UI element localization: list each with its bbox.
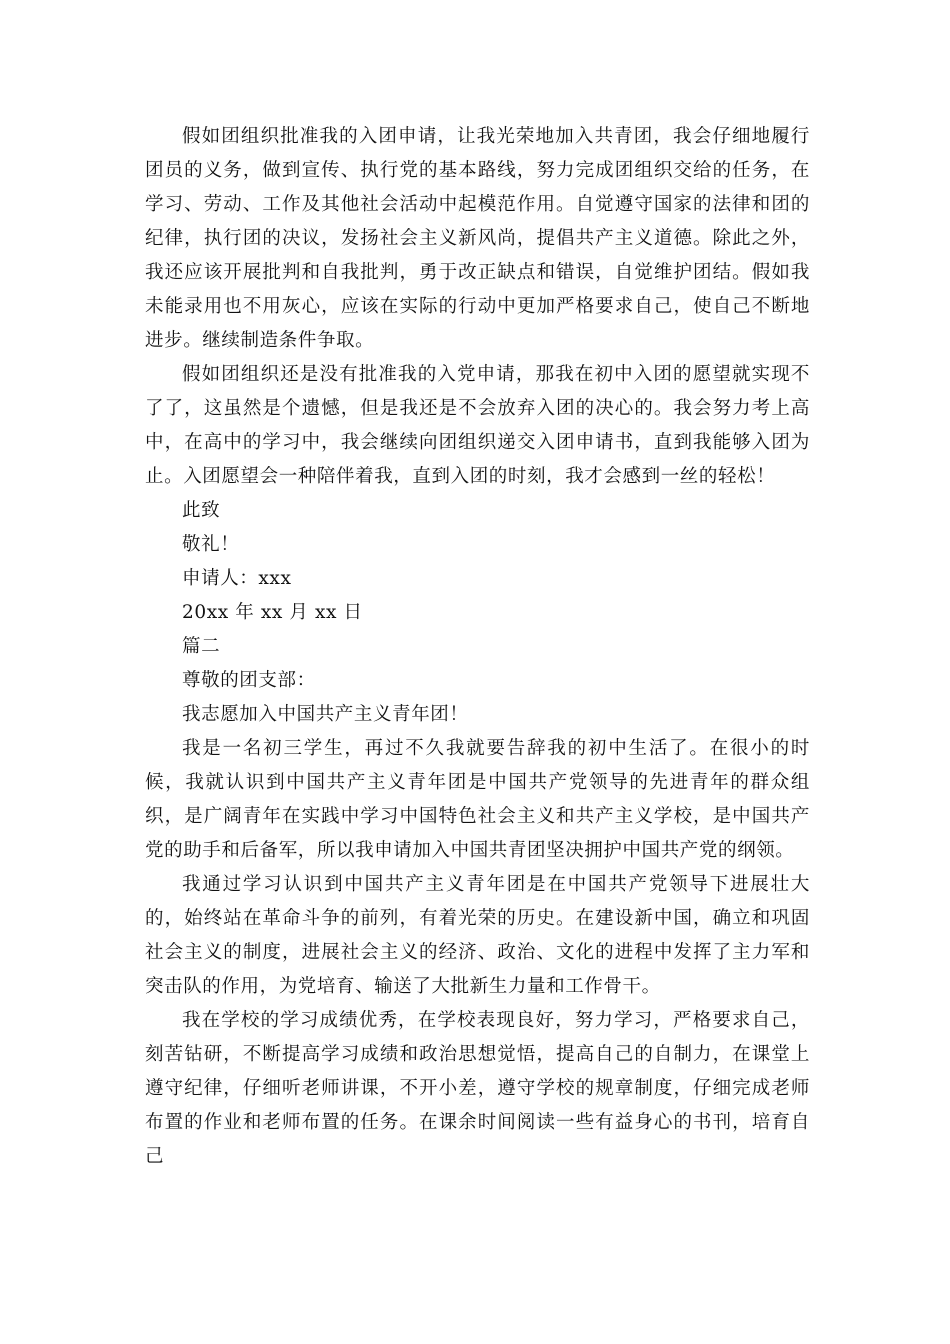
paragraph-commitment: 假如团组织批准我的入团申请，让我光荣地加入共青团，我会仔细地履行团员的义务，做到宣传、执行党的基本路线，努力完成团组织交给的任务，在学习、劳动、工作及其他社会活动中起模范作用。自觉遵守国家的法律和团的纪律，执行团的决议，发扬社会主义新风尚，提倡共产主义道德。除此之外，我还应该开展批判和自我批判，勇于改正缺点和错误，自觉维护团结。假如我未能录用也不用灰心，应该在实际的行动中更加严格要求自己，使自己不断地进步。继续制造条件争取。	[145, 126, 810, 351]
salute-line: 敬礼！	[182, 534, 240, 555]
date-line: 20xx 年 xx 月 xx 日	[182, 602, 363, 623]
applicant-line: 申请人：xxx	[182, 568, 292, 589]
paragraph-if-rejected: 假如团组织还是没有批准我的入党申请，那我在初中入团的愿望就实现不了了，这虽然是个遗憾，但是我还是不会放弃入团的决心的。我会努力考上高中，在高中的学习中，我会继续向团组织递交入团申请书，直到我能够入团为止。入团愿望会一种陪伴着我，直到入团的时刻，我才会感到一丝的轻松！	[145, 364, 810, 487]
section-title: 篇二	[182, 636, 221, 657]
closing-line: 此致	[182, 500, 221, 521]
paragraph-school-performance: 我在学校的学习成绩优秀，在学校表现良好，努力学习，严格要求自己，刻苦钻研，不断提高学习成绩和政治思想觉悟，提高自己的自制力，在课堂上遵守纪律，仔细听老师讲课，不开小差，遵守学校的规章制度，仔细完成老师布置的作业和老师布置的任务。在课余时间阅读一些有益身心的书刊，培育自己	[145, 1010, 810, 1167]
paragraph-league-history: 我通过学习认识到中国共产主义青年团是在中国共产党领导下进展壮大的，始终站在革命斗争的前列，有着光荣的历史。在建设新中国，确立和巩固社会主义的制度，进展社会主义的经济、政治、文化的进程中发挥了主力军和突击队的作用，为党培育、输送了大批新生力量和工作骨干。	[145, 874, 810, 997]
intent-line: 我志愿加入中国共产主义青年团！	[182, 704, 469, 725]
greeting-line: 尊敬的团支部：	[182, 670, 316, 691]
document-body	[145, 120, 810, 1174]
paragraph-introduction: 我是一名初三学生，再过不久我就要告辞我的初中生活了。在很小的时候，我就认识到中国共产主义青年团是中国共产党领导的先进青年的群众组织，是广阔青年在实践中学习中国特色社会主义和共产主义学校，是中国共产党的助手和后备军，所以我申请加入中国共青团坚决拥护中国共产党的纲领。	[145, 738, 810, 861]
